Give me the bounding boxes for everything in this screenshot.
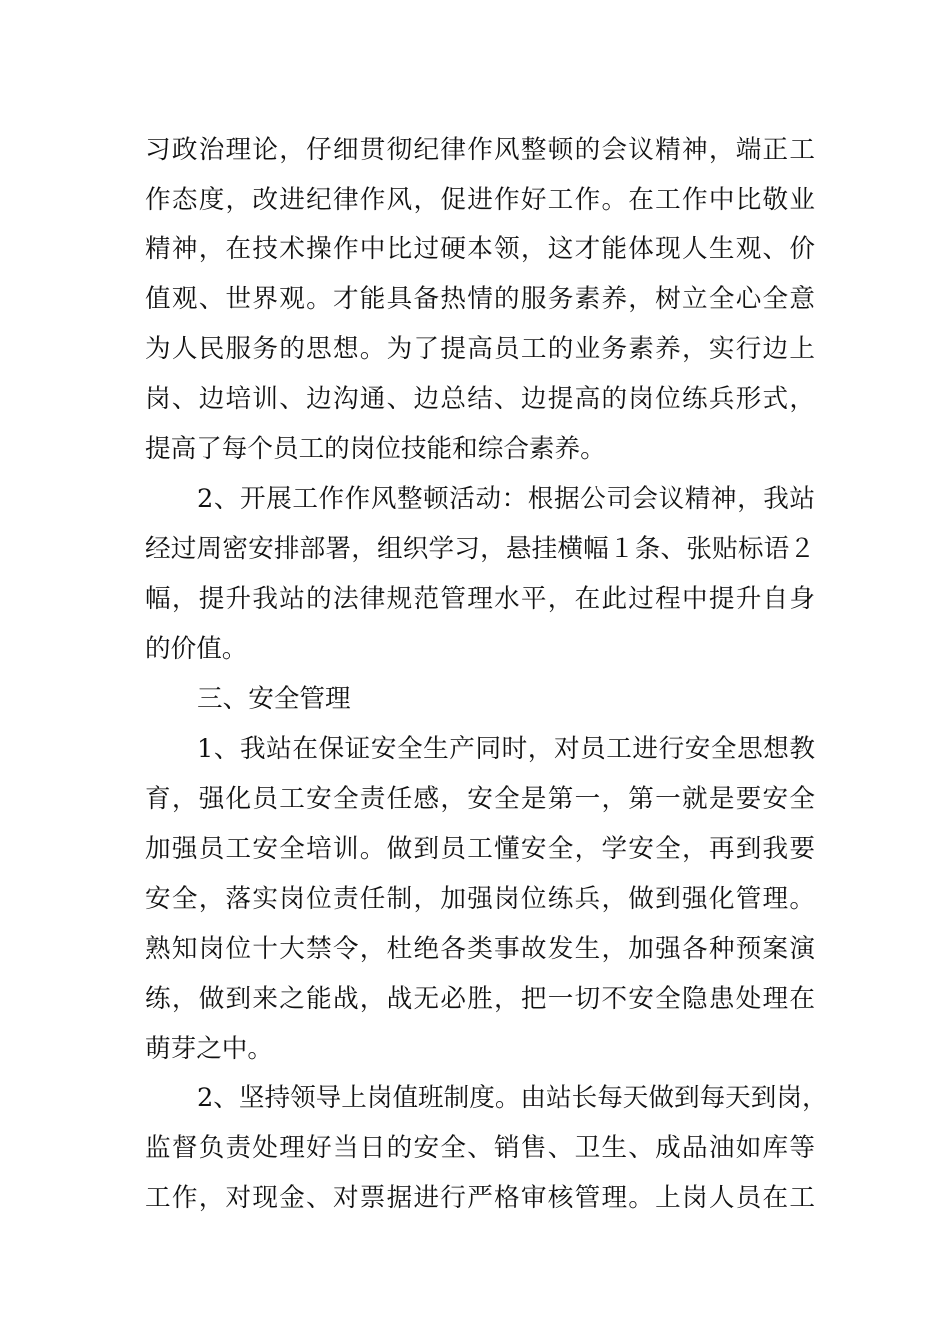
text-line: 经过周密安排部署，组织学习，悬挂横幅１条、张贴标语２ bbox=[145, 534, 815, 564]
text-line: 作态度，改进纪律作风，促进作好工作。在工作中比敬业 bbox=[145, 185, 815, 215]
text-line: 习政治理论，仔细贯彻纪律作风整顿的会议精神，端正工 bbox=[145, 135, 815, 165]
text-line: 岗、边培训、边沟通、边总结、边提高的岗位练兵形式， bbox=[145, 384, 815, 414]
text-line: 加强员工安全培训。做到员工懂安全，学安全，再到我要 bbox=[145, 834, 815, 864]
paragraph-first-line: 2、开展工作作风整顿活动：根据公司会议精神，我站 bbox=[197, 484, 815, 514]
paragraph-first-line: 1、我站在保证安全生产同时，对员工进行安全思想教 bbox=[197, 734, 815, 764]
text-line: 监督负责处理好当日的安全、销售、卫生、成品油如库等 bbox=[145, 1133, 815, 1163]
text-line: 为人民服务的思想。为了提高员工的业务素养，实行边上 bbox=[145, 334, 815, 364]
text-line: 熟知岗位十大禁令，杜绝各类事故发生，加强各种预案演 bbox=[145, 934, 815, 964]
section-heading: 三、安全管理 bbox=[197, 684, 351, 714]
text-line: 工作，对现金、对票据进行严格审核管理。上岗人员在工 bbox=[145, 1183, 815, 1213]
text-line: 练，做到来之能战，战无必胜，把一切不安全隐患处理在 bbox=[145, 984, 815, 1014]
text-line: 的价值。 bbox=[145, 634, 248, 664]
text-line: 萌芽之中。 bbox=[145, 1034, 273, 1064]
text-line: 提高了每个员工的岗位技能和综合素养。 bbox=[145, 434, 606, 464]
text-line: 值观、世界观。才能具备热情的服务素养，树立全心全意 bbox=[145, 284, 815, 314]
text-line: 育，强化员工安全责任感，安全是第一，第一就是要安全 bbox=[145, 784, 815, 814]
text-line: 精神，在技术操作中比过硬本领，这才能体现人生观、价 bbox=[145, 234, 815, 264]
text-line: 安全，落实岗位责任制，加强岗位练兵，做到强化管理。 bbox=[145, 884, 815, 914]
text-line: 幅，提升我站的法律规范管理水平，在此过程中提升自身 bbox=[145, 584, 815, 614]
paragraph-first-line: 2、坚持领导上岗值班制度。由站长每天做到每天到岗， bbox=[197, 1083, 828, 1113]
